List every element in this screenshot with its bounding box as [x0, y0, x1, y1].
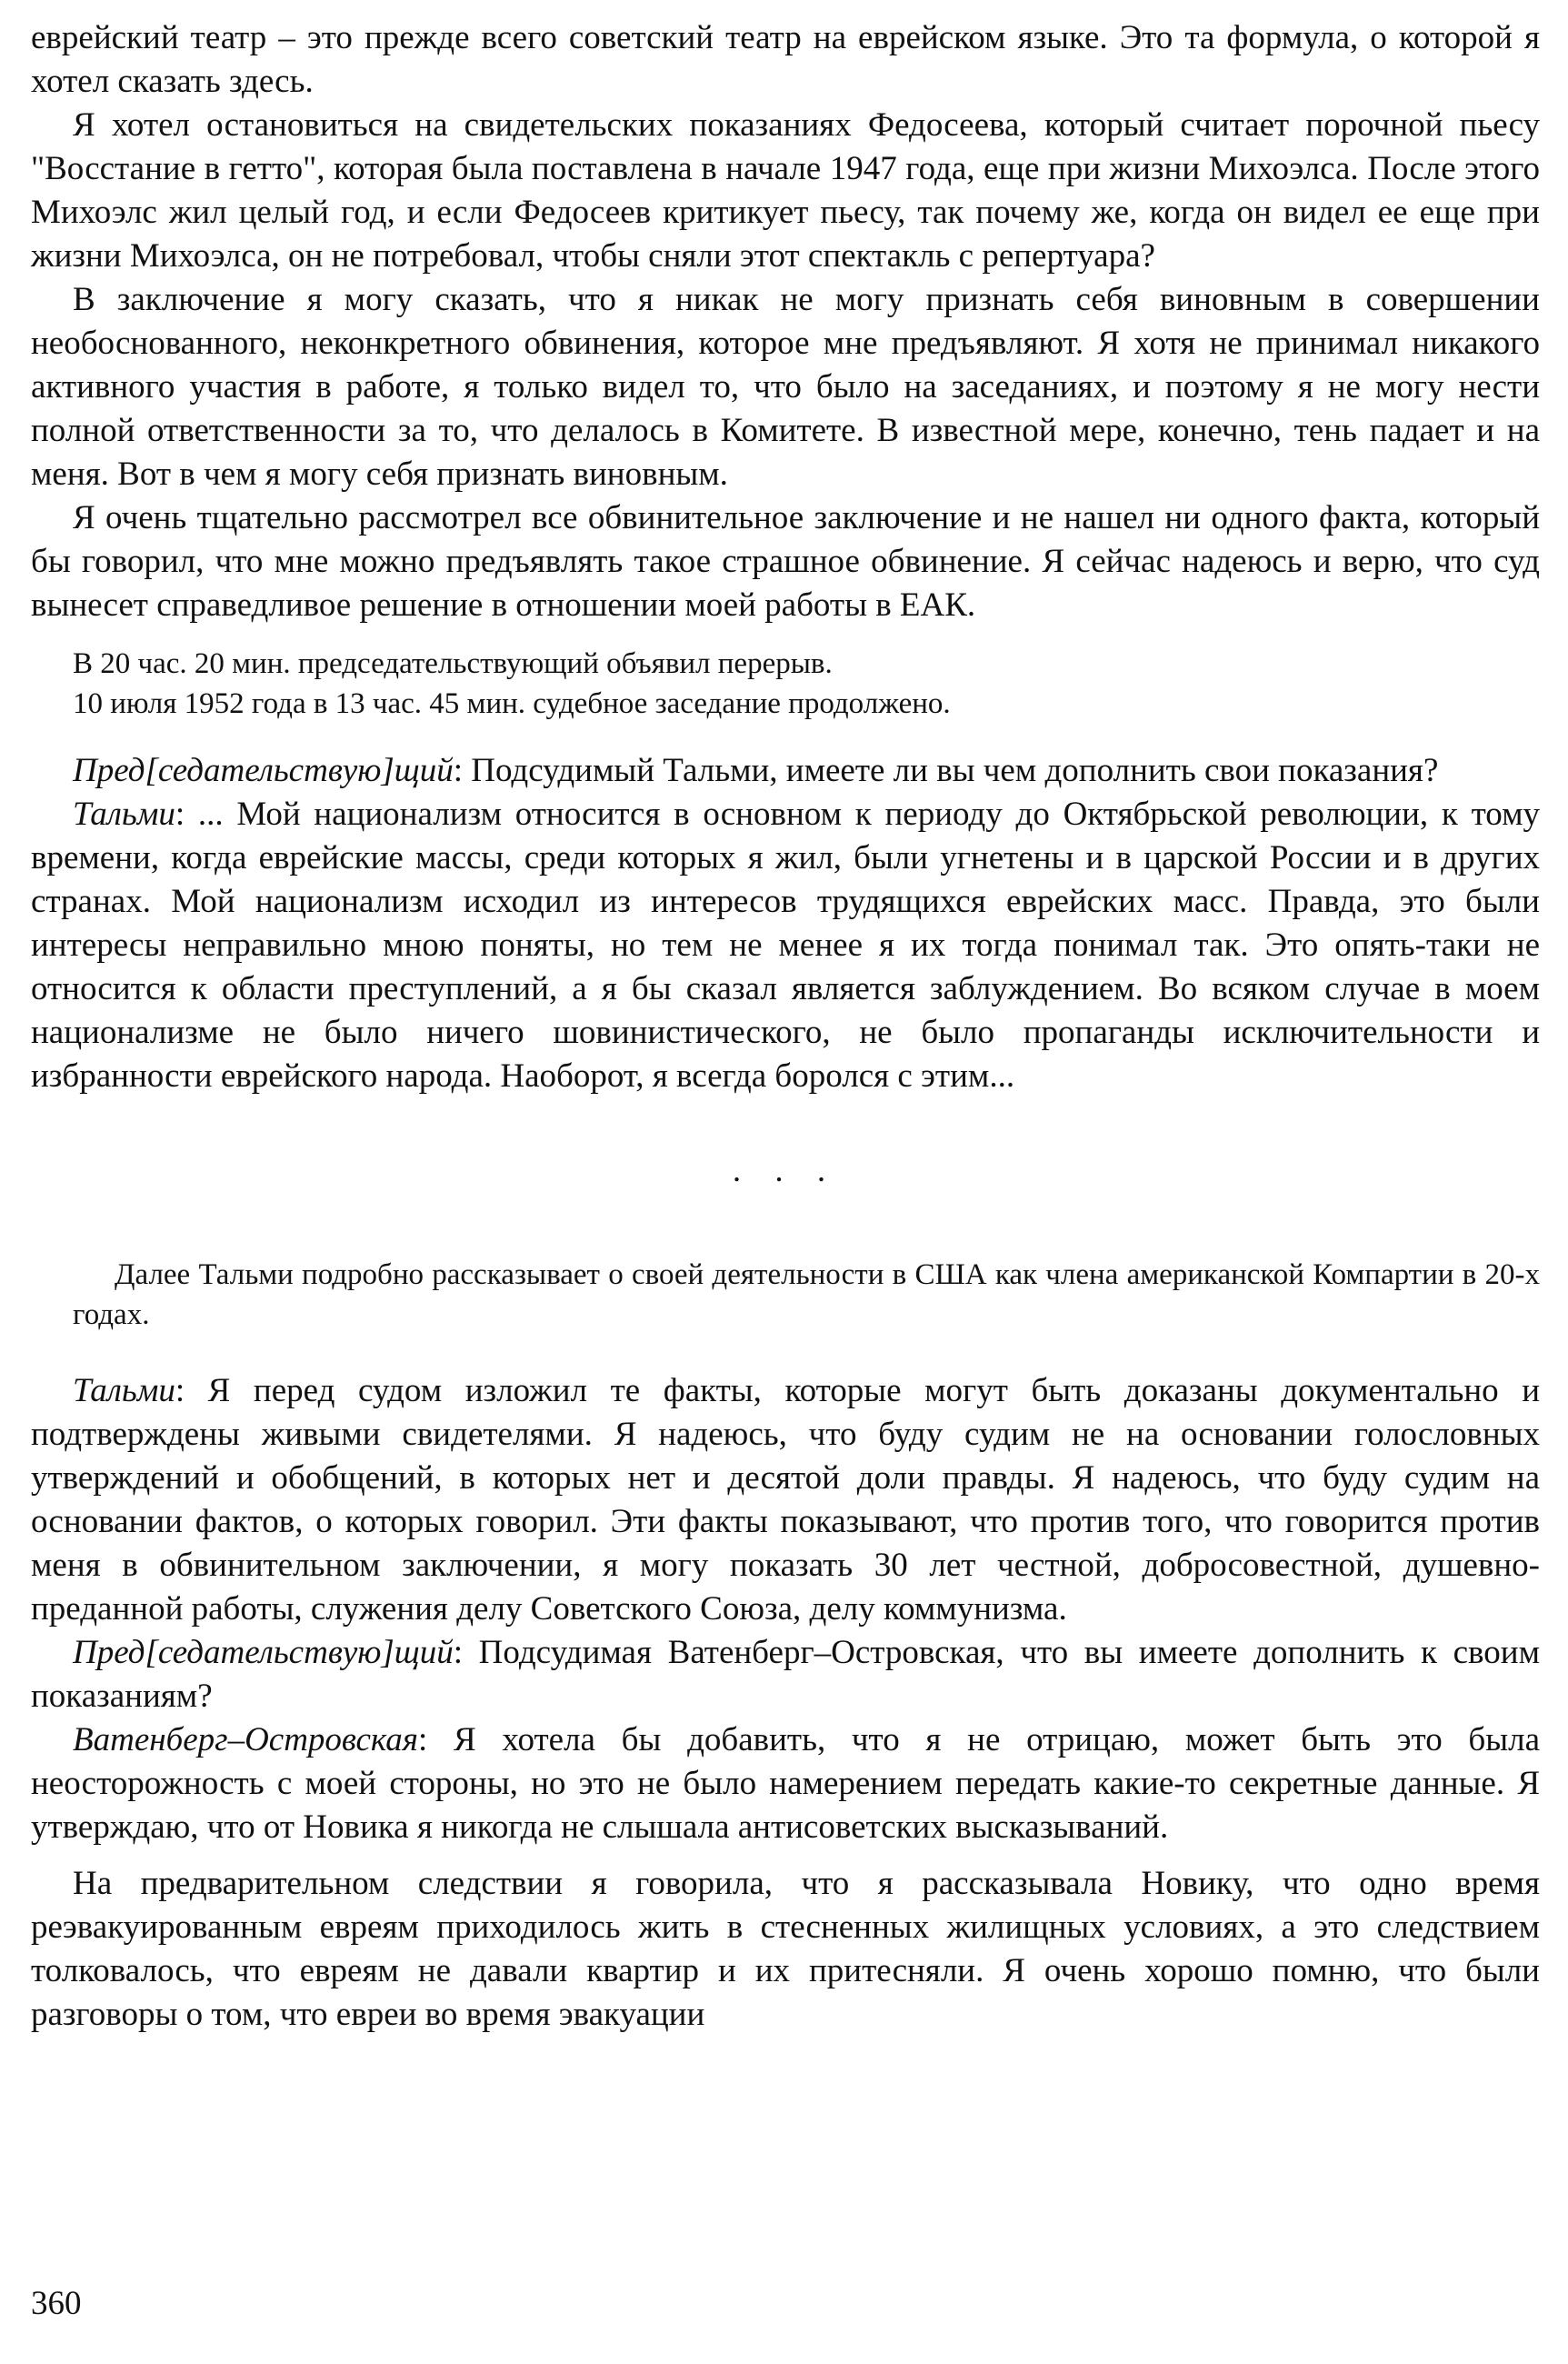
speech-text: : ... Мой национализм относится в основном к периоду до Октябрьской революции, к тому времени, когда еврейские массы, среди которых я жил, были угнетены и в царской России и в других странах. Мой национализм исходил из интересов трудящихся еврейских масс. Правда, это были интересы неправильно мною поняты, но тем не менее я их тогда понимал так. Это опять-таки не относится к области преступлений, а я бы сказал является заблуждением. Во всяком случае в моем национализме не было ничего шовинистического, не было пропаганды исключительности и избранности еврейского народа. Наоборот, я всегда боролся с этим... [31, 796, 1540, 1095]
paragraph-conclusion: В заключение я могу сказать, что я никак не могу признать себя виновным в совершении необоснованного, неконкретного обвинения, которое мне предъявляют. Я хотя не принимал никакого активного участия в работе, я только видел то, что было на заседаниях, и поэтому я не могу нести полной ответственности за то, что делалось в Комитете. В известной мере, конечно, тень падает и на меня. Вот в чем я могу себя признать виновным. [31, 281, 1540, 493]
note-recess: В 20 час. 20 мин. председательствующий объявил перерыв. [73, 647, 833, 680]
speech-text: : Подсудимая Ватенберг–Островская, что вы имеете дополнить к своим показаниям? [31, 1634, 1540, 1715]
dialogue-talmi-nationalism [31, 793, 1540, 1098]
paragraph-preliminary-investigation: На предварительном следствии я говорила, что я рассказывала Новику, что одно время реэвакуированным евреям приходилось жить в стесненных жилищных условиях, а это следствием толковалось, что евреям не давали квартир и их притесняли. Я очень хорошо помню, что были разговоры о том, что евреи во время эвакуации [31, 1865, 1540, 2033]
speech-text: : Я хотела бы добавить, что я не отрицаю, может быть это была неосторожность с моей стороны, но это не было намерением передать какие-то секретные данные. Я утверждаю, что от Новика я никогда не слышала антисоветских высказываний. [31, 1721, 1540, 1846]
section-separator: . . . [732, 1152, 839, 1189]
speaker-talmi: Тальми [73, 1372, 175, 1409]
speech-text: : Я перед судом изложил те факты, которые могут быть доказаны документально и подтверждены живыми свидетелями. Я надеюсь, что буду судим не на основании голословных утверждений и обобщений, в которых нет и десятой доли правды. Я надеюсь, что буду судим на основании фактов, о которых говорил. Эти факты показывают, что против того, что говорится против меня в обвинительном заключении, я могу показать 30 лет честной, добросовестной, душевно-преданной работы, служения делу Советского Союза, делу коммунизма. [31, 1372, 1540, 1628]
paragraph-fedoseev-testimony: Я хотел остановиться на свидетельских показаниях Федосеева, который считает порочной пьесу "Восстание в гетто", которая была поставлена в начале 1947 года, еще при жизни Михоэлса. После этого Михоэлс жил целый год, и если Федосеев критикует пьесу, так почему же, когда он видел ее еще при жизни Михоэлса, он не потребовал, чтобы сняли этот спектакль с репертуара? [31, 106, 1540, 275]
speaker-vatenberg-ostrovskaya: Ватенберг–Островская [73, 1721, 419, 1758]
dialogue-chairman-question-talmi [31, 749, 1540, 793]
dialogue-talmi-final-statement [31, 1369, 1540, 1631]
session-notes [31, 644, 1540, 724]
page-number: 360 [31, 2285, 82, 2322]
dialogue-chairman-question-vatenberg [31, 1631, 1540, 1718]
dialogue-vatenberg-statement [31, 1718, 1540, 1849]
speech-text: : Подсудимый Тальми, имеете ли вы чем дополнить свои показания? [453, 752, 1439, 789]
document-page [31, 16, 1540, 2037]
speaker-chairman: Пред[седательствую]щий [73, 752, 454, 789]
editorial-summary: Далее Тальми подробно рассказывает о своей деятельности в США как члена американской Компартии в 20-х годах. [73, 1258, 1540, 1331]
note-session-resumed: 10 июля 1952 года в 13 час. 45 мин. судебное заседание продолжено. [73, 687, 951, 720]
speaker-chairman: Пред[седательствую]щий [73, 1634, 454, 1671]
speaker-talmi: Тальми [73, 796, 175, 833]
paragraph-indictment-review: Я очень тщательно рассмотрел все обвинительное заключение и не нашел ни одного факта, который бы говорил, что мне можно предъявлять такое страшное обвинение. Я сейчас надеюсь и верю, что суд вынесет справедливое решение в отношении моей работы в ЕАК. [31, 499, 1540, 624]
paragraph-theatre-formula: еврейский театр – это прежде всего советский театр на еврейском языке. Это та формула, о которой я хотел сказать здесь. [31, 19, 1540, 100]
